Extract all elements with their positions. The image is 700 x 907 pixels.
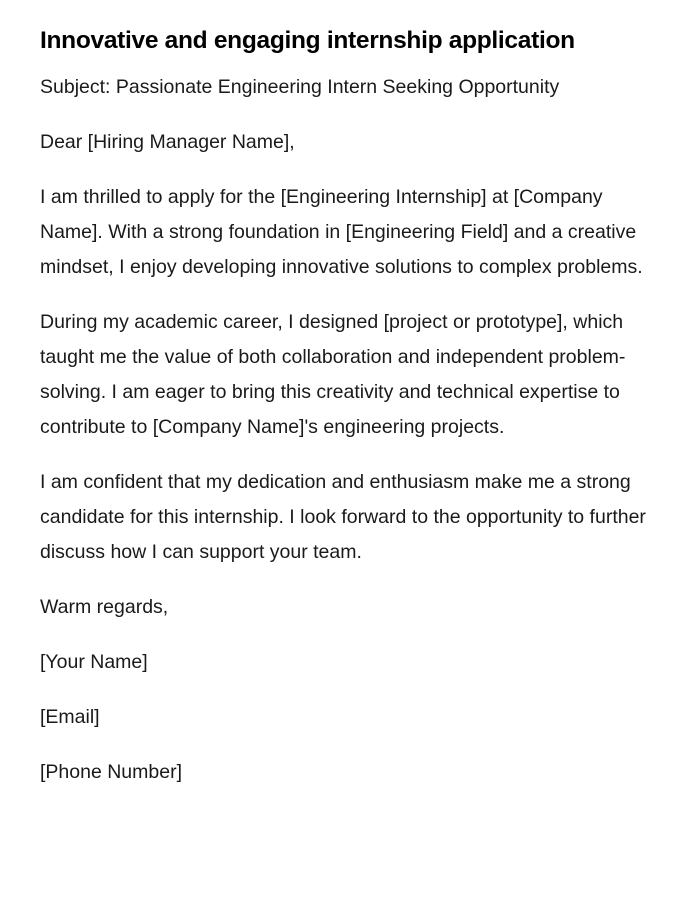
closing: Warm regards, (40, 596, 169, 618)
signature-name: [Your Name] (40, 651, 148, 673)
body-paragraph-1: I am thrilled to apply for the [Engineering Internship] at [Company Name]. With a strong foundation in [Engineering Field] and a creative mindset, I enjoy developing innovative solutions to complex problems. (40, 186, 643, 278)
body-paragraph-3: I am confident that my dedication and enthusiasm make me a strong candidate for this internship. I look forward to the opportunity to further discuss how I can support your team. (40, 471, 646, 563)
salutation: Dear [Hiring Manager Name], (40, 131, 295, 153)
signature-email: [Email] (40, 706, 100, 728)
body-paragraph-2: During my academic career, I designed [project or prototype], which taught me the value of both collaboration and independent problem-solving. I am eager to bring this creativity and technical expertise to contribute to [Company Name]'s engineering projects. (40, 311, 626, 438)
page-title: Innovative and engaging internship application (40, 27, 575, 54)
signature-phone: [Phone Number] (40, 761, 182, 783)
subject-line: Subject: Passionate Engineering Intern Seeking Opportunity (40, 76, 560, 98)
